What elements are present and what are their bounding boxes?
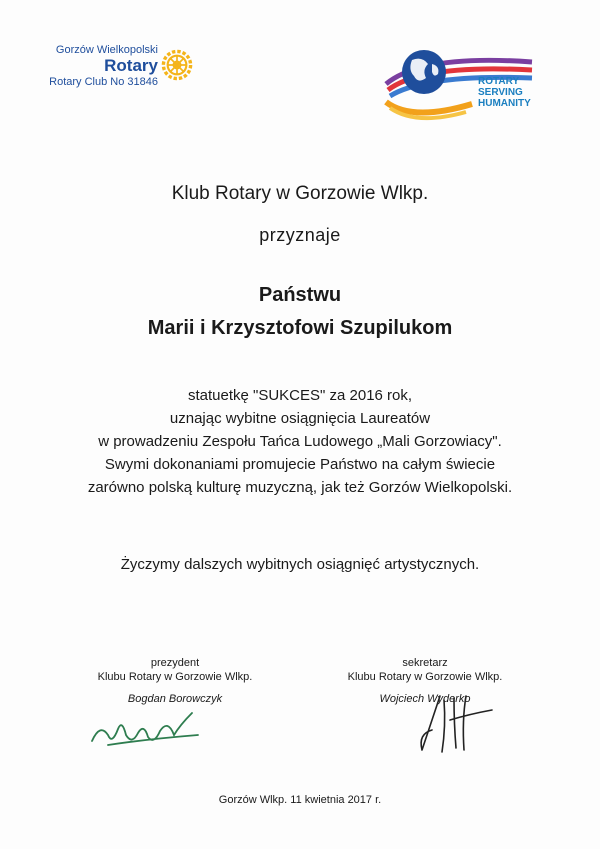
president-org: Klubu Rotary w Gorzowie Wlkp. (97, 671, 253, 683)
secretary-org: Klubu Rotary w Gorzowie Wlkp. (347, 671, 503, 683)
citation-line: zarówno polską kulturę muzyczną, jak też Gorzów Wielkopolski. (87, 479, 513, 496)
closing-wishes: Życzymy dalszych wybitnych osiągnięć artystycznych. (120, 556, 480, 573)
tagline-line-3: HUMANITY (478, 98, 531, 109)
citation-line: Swymi dokonaniami promujecie Państwo na całym świecie (104, 456, 496, 473)
tagline-line-2: SERVING (478, 87, 523, 98)
theme-tagline (478, 76, 531, 109)
club-brand: Rotary (104, 56, 158, 75)
honoree-names: Marii i Krzysztofowi Szupilukom (147, 317, 453, 339)
secretary-name: Wojciech Wyderko (379, 693, 471, 705)
award-verb: przyznaje (259, 225, 341, 245)
honoree-salutation: Państwu (258, 284, 342, 306)
citation-text (0, 384, 600, 499)
citation-line: statuetkę "SUKCES" za 2016 rok, (187, 387, 413, 404)
issuer-heading: Klub Rotary w Gorzowie Wlkp. (171, 183, 429, 204)
secretary-signature-mark (410, 690, 500, 758)
secretary-role: sekretarz (402, 657, 448, 669)
place-and-date: Gorzów Wlkp. 11 kwietnia 2017 r. (218, 794, 382, 806)
club-number: Rotary Club No 31846 (49, 76, 158, 88)
president-signature-mark (88, 705, 208, 751)
president-role: prezydent (150, 657, 200, 669)
citation-line: w prowadzeniu Zespołu Tańca Ludowego „Mali Gorzowiacy". (98, 433, 502, 450)
tagline-line-1: ROTARY (478, 76, 520, 87)
rotary-wheel-icon (160, 48, 194, 82)
rotary-serving-humanity-logo (382, 34, 542, 124)
rotary-club-logo (30, 44, 200, 94)
president-name: Bogdan Borowczyk (127, 693, 223, 705)
citation-line: uznając wybitne osiągnięcia Laureatów (169, 410, 431, 427)
club-city: Gorzów Wielkopolski (55, 44, 158, 56)
president-signature-block (50, 656, 300, 706)
